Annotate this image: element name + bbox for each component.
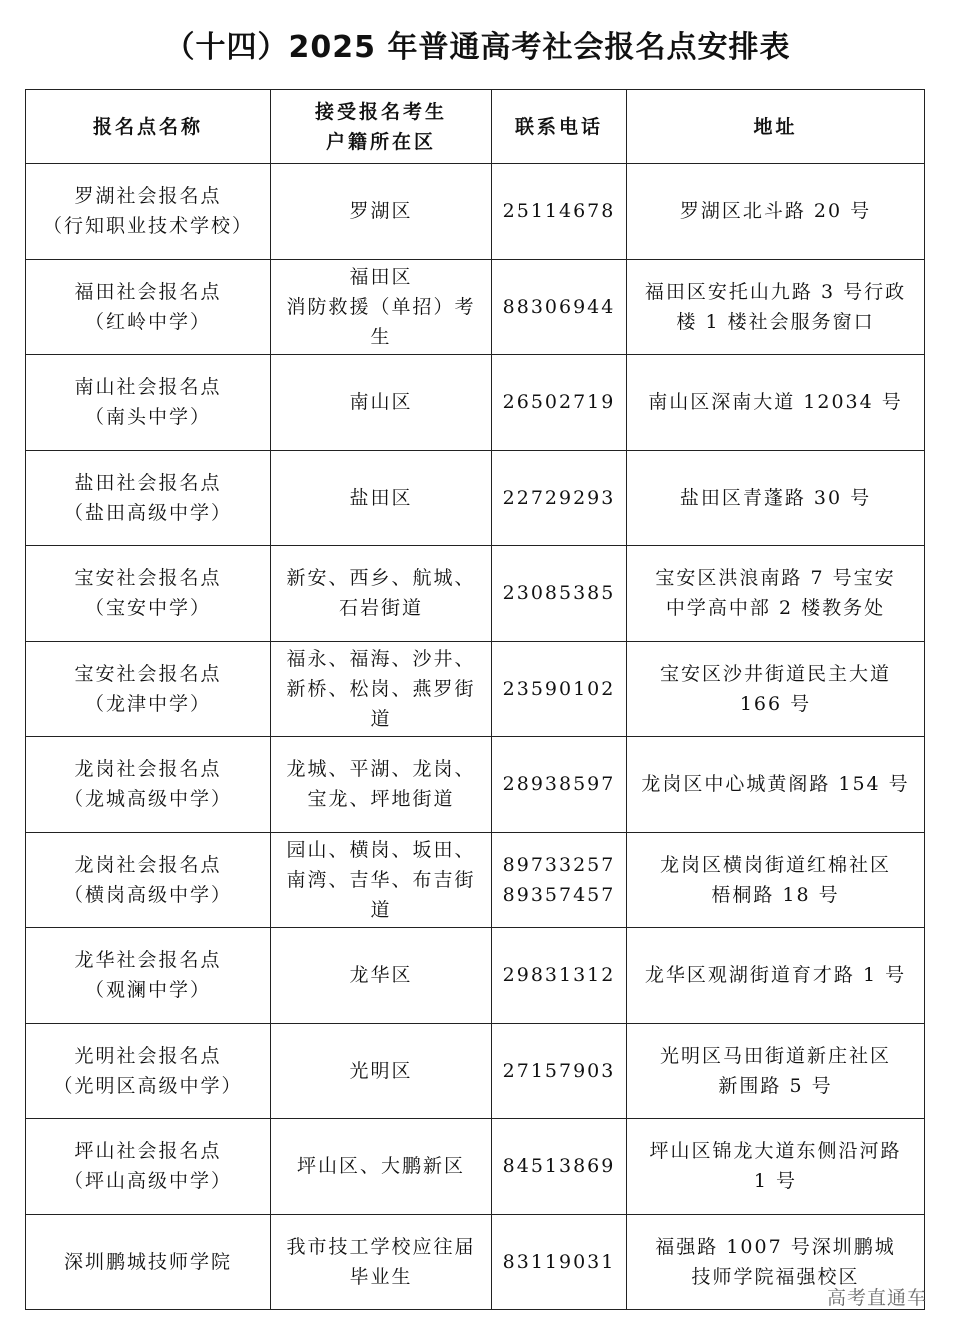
cell-address xyxy=(627,641,925,737)
cell-district xyxy=(271,450,492,546)
cell-name-line: 龙岗社会报名点 xyxy=(74,853,222,876)
table-row xyxy=(26,641,925,737)
cell-district xyxy=(271,1023,492,1119)
cell-phone-line: 22729293 xyxy=(502,486,616,509)
cell-address-line: 龙华区观湖街道育才路 1 号 xyxy=(644,964,907,987)
cell-phone-line: 25114678 xyxy=(502,200,616,223)
cell-district xyxy=(271,259,492,355)
cell-phone xyxy=(492,355,627,451)
cell-district-line: 福田区 xyxy=(349,265,413,288)
cell-phone xyxy=(492,546,627,642)
cell-name-line: 龙华社会报名点 xyxy=(74,949,222,972)
header-district-line2: 户籍所在区 xyxy=(325,130,436,153)
cell-phone xyxy=(492,641,627,737)
table-row xyxy=(26,1023,925,1119)
cell-phone-line: 28938597 xyxy=(502,773,616,796)
cell-address xyxy=(627,1023,925,1119)
table-row xyxy=(26,832,925,928)
cell-address-line: 福强路 1007 号深圳鹏城 xyxy=(655,1235,896,1258)
header-district xyxy=(271,90,492,164)
cell-name-line: （南头中学） xyxy=(84,406,211,429)
cell-district-line: 南山区 xyxy=(349,391,413,414)
cell-district-line: 我市技工学校应往届 xyxy=(286,1235,476,1258)
cell-name xyxy=(26,1214,271,1310)
table-row xyxy=(26,1214,925,1310)
cell-phone xyxy=(492,928,627,1024)
cell-name-line: 坪山社会报名点 xyxy=(74,1140,222,1163)
cell-phone xyxy=(492,1023,627,1119)
cell-district xyxy=(271,546,492,642)
cell-name-line: 宝安社会报名点 xyxy=(74,567,222,590)
cell-address xyxy=(627,164,925,260)
cell-district-line: 福永、福海、沙井、新桥、松岗、燕罗街道 xyxy=(286,647,476,730)
cell-name-line: 光明社会报名点 xyxy=(74,1044,222,1067)
cell-name xyxy=(26,1023,271,1119)
cell-district xyxy=(271,1119,492,1215)
cell-district-line: 龙城、平湖、龙岗、宝龙、坪地街道 xyxy=(286,758,476,811)
cell-address-line: 166 号 xyxy=(739,692,812,715)
cell-district-line: 罗湖区 xyxy=(349,200,413,223)
cell-name xyxy=(26,259,271,355)
cell-phone-line: 88306944 xyxy=(502,295,616,318)
table-row xyxy=(26,737,925,833)
cell-name-line: （龙城高级中学） xyxy=(63,788,232,811)
cell-address xyxy=(627,737,925,833)
cell-district xyxy=(271,355,492,451)
cell-name xyxy=(26,355,271,451)
cell-name-line: （横岗高级中学） xyxy=(63,883,232,906)
cell-name-line: （盐田高级中学） xyxy=(63,501,232,524)
cell-phone xyxy=(492,450,627,546)
cell-address xyxy=(627,832,925,928)
cell-phone-line: 26502719 xyxy=(502,391,616,414)
cell-address xyxy=(627,928,925,1024)
cell-address-line: 新围路 5 号 xyxy=(718,1074,833,1097)
cell-address-line: 罗湖区北斗路 20 号 xyxy=(679,200,872,223)
cell-address-line: 楼 1 楼社会服务窗口 xyxy=(676,310,875,333)
cell-name-line: 南山社会报名点 xyxy=(74,376,222,399)
cell-name xyxy=(26,641,271,737)
table-row xyxy=(26,450,925,546)
cell-name-line: 盐田社会报名点 xyxy=(74,471,222,494)
cell-address-line: 技师学院福强校区 xyxy=(691,1265,860,1288)
cell-phone xyxy=(492,1214,627,1310)
cell-name xyxy=(26,832,271,928)
cell-phone xyxy=(492,737,627,833)
cell-district-line: 消防救援（单招）考生 xyxy=(286,295,476,348)
cell-name xyxy=(26,1119,271,1215)
cell-address-line: 1 号 xyxy=(753,1170,798,1193)
table-header-row xyxy=(26,90,925,164)
cell-address-line: 南山区深南大道 12034 号 xyxy=(648,391,903,414)
table-row xyxy=(26,164,925,260)
cell-name-line: （龙津中学） xyxy=(84,692,211,715)
cell-phone xyxy=(492,832,627,928)
cell-district-line: 光明区 xyxy=(349,1059,413,1082)
cell-phone xyxy=(492,1119,627,1215)
cell-address-line: 盐田区青蓬路 30 号 xyxy=(679,486,872,509)
cell-district-line: 新安、西乡、航城、石岩街道 xyxy=(286,567,476,620)
cell-address xyxy=(627,1119,925,1215)
cell-address xyxy=(627,546,925,642)
cell-phone-line: 23590102 xyxy=(502,677,616,700)
cell-district xyxy=(271,641,492,737)
cell-phone-line: 89357457 xyxy=(502,883,616,906)
table-body xyxy=(26,164,925,1310)
watermark: 高考直通车 xyxy=(826,1287,927,1309)
header-name: 报名点名称 xyxy=(26,90,271,164)
cell-district xyxy=(271,1214,492,1310)
cell-address-line: 宝安区沙井街道民主大道 xyxy=(659,662,891,685)
cell-address-line: 中学高中部 2 楼教务处 xyxy=(665,597,886,620)
cell-name-line: 福田社会报名点 xyxy=(74,280,222,303)
cell-name xyxy=(26,164,271,260)
cell-phone xyxy=(492,259,627,355)
cell-address-line: 光明区马田街道新庄社区 xyxy=(659,1044,891,1067)
cell-name-line: 宝安社会报名点 xyxy=(74,662,222,685)
header-phone: 联系电话 xyxy=(492,90,627,164)
cell-name-line: 罗湖社会报名点 xyxy=(74,185,222,208)
cell-name-line: 深圳鹏城技师学院 xyxy=(63,1250,232,1273)
cell-district xyxy=(271,928,492,1024)
cell-address xyxy=(627,355,925,451)
cell-name xyxy=(26,546,271,642)
cell-district-line: 龙华区 xyxy=(349,964,413,987)
cell-district-line: 毕业生 xyxy=(349,1265,413,1288)
cell-name-line: （红岭中学） xyxy=(84,310,211,333)
cell-phone-line: 83119031 xyxy=(502,1250,616,1273)
cell-name xyxy=(26,928,271,1024)
cell-phone-line: 89733257 xyxy=(502,853,616,876)
table-row xyxy=(26,355,925,451)
registration-table xyxy=(25,89,925,1310)
cell-address-line: 龙岗区中心城黄阁路 154 号 xyxy=(641,773,910,796)
table-row xyxy=(26,1119,925,1215)
cell-district xyxy=(271,737,492,833)
cell-address xyxy=(627,259,925,355)
cell-address-line: 福田区安托山九路 3 号行政 xyxy=(644,280,907,303)
table-row xyxy=(26,259,925,355)
cell-district-line: 盐田区 xyxy=(349,486,413,509)
cell-address-line: 梧桐路 18 号 xyxy=(711,883,840,906)
cell-address-line: 坪山区锦龙大道东侧沿河路 xyxy=(649,1140,902,1163)
cell-name-line: （观澜中学） xyxy=(84,979,211,1002)
cell-phone-line: 29831312 xyxy=(502,964,616,987)
cell-name-line: （宝安中学） xyxy=(84,597,211,620)
cell-address xyxy=(627,450,925,546)
table-row xyxy=(26,546,925,642)
cell-phone-line: 84513869 xyxy=(502,1155,616,1178)
header-address: 地址 xyxy=(627,90,925,164)
cell-phone-line: 23085385 xyxy=(502,582,616,605)
cell-name xyxy=(26,450,271,546)
cell-district xyxy=(271,832,492,928)
cell-name xyxy=(26,737,271,833)
cell-district xyxy=(271,164,492,260)
cell-district-line: 坪山区、大鹏新区 xyxy=(296,1155,465,1178)
cell-district-line: 园山、横岗、坂田、南湾、吉华、布吉街道 xyxy=(286,838,476,921)
table-row xyxy=(26,928,925,1024)
cell-address-line: 宝安区洪浪南路 7 号宝安 xyxy=(655,567,896,590)
cell-name-line: （光明区高级中学） xyxy=(53,1074,243,1097)
cell-name-line: （行知职业技术学校） xyxy=(42,215,253,238)
header-district-line1: 接受报名考生 xyxy=(314,100,447,123)
cell-address-line: 龙岗区横岗街道红棉社区 xyxy=(659,853,891,876)
cell-phone-line: 27157903 xyxy=(502,1059,616,1082)
cell-name-line: （坪山高级中学） xyxy=(63,1170,232,1193)
page-title: （十四）2025 年普通高考社会报名点安排表 xyxy=(164,30,791,65)
cell-phone xyxy=(492,164,627,260)
cell-name-line: 龙岗社会报名点 xyxy=(74,758,222,781)
